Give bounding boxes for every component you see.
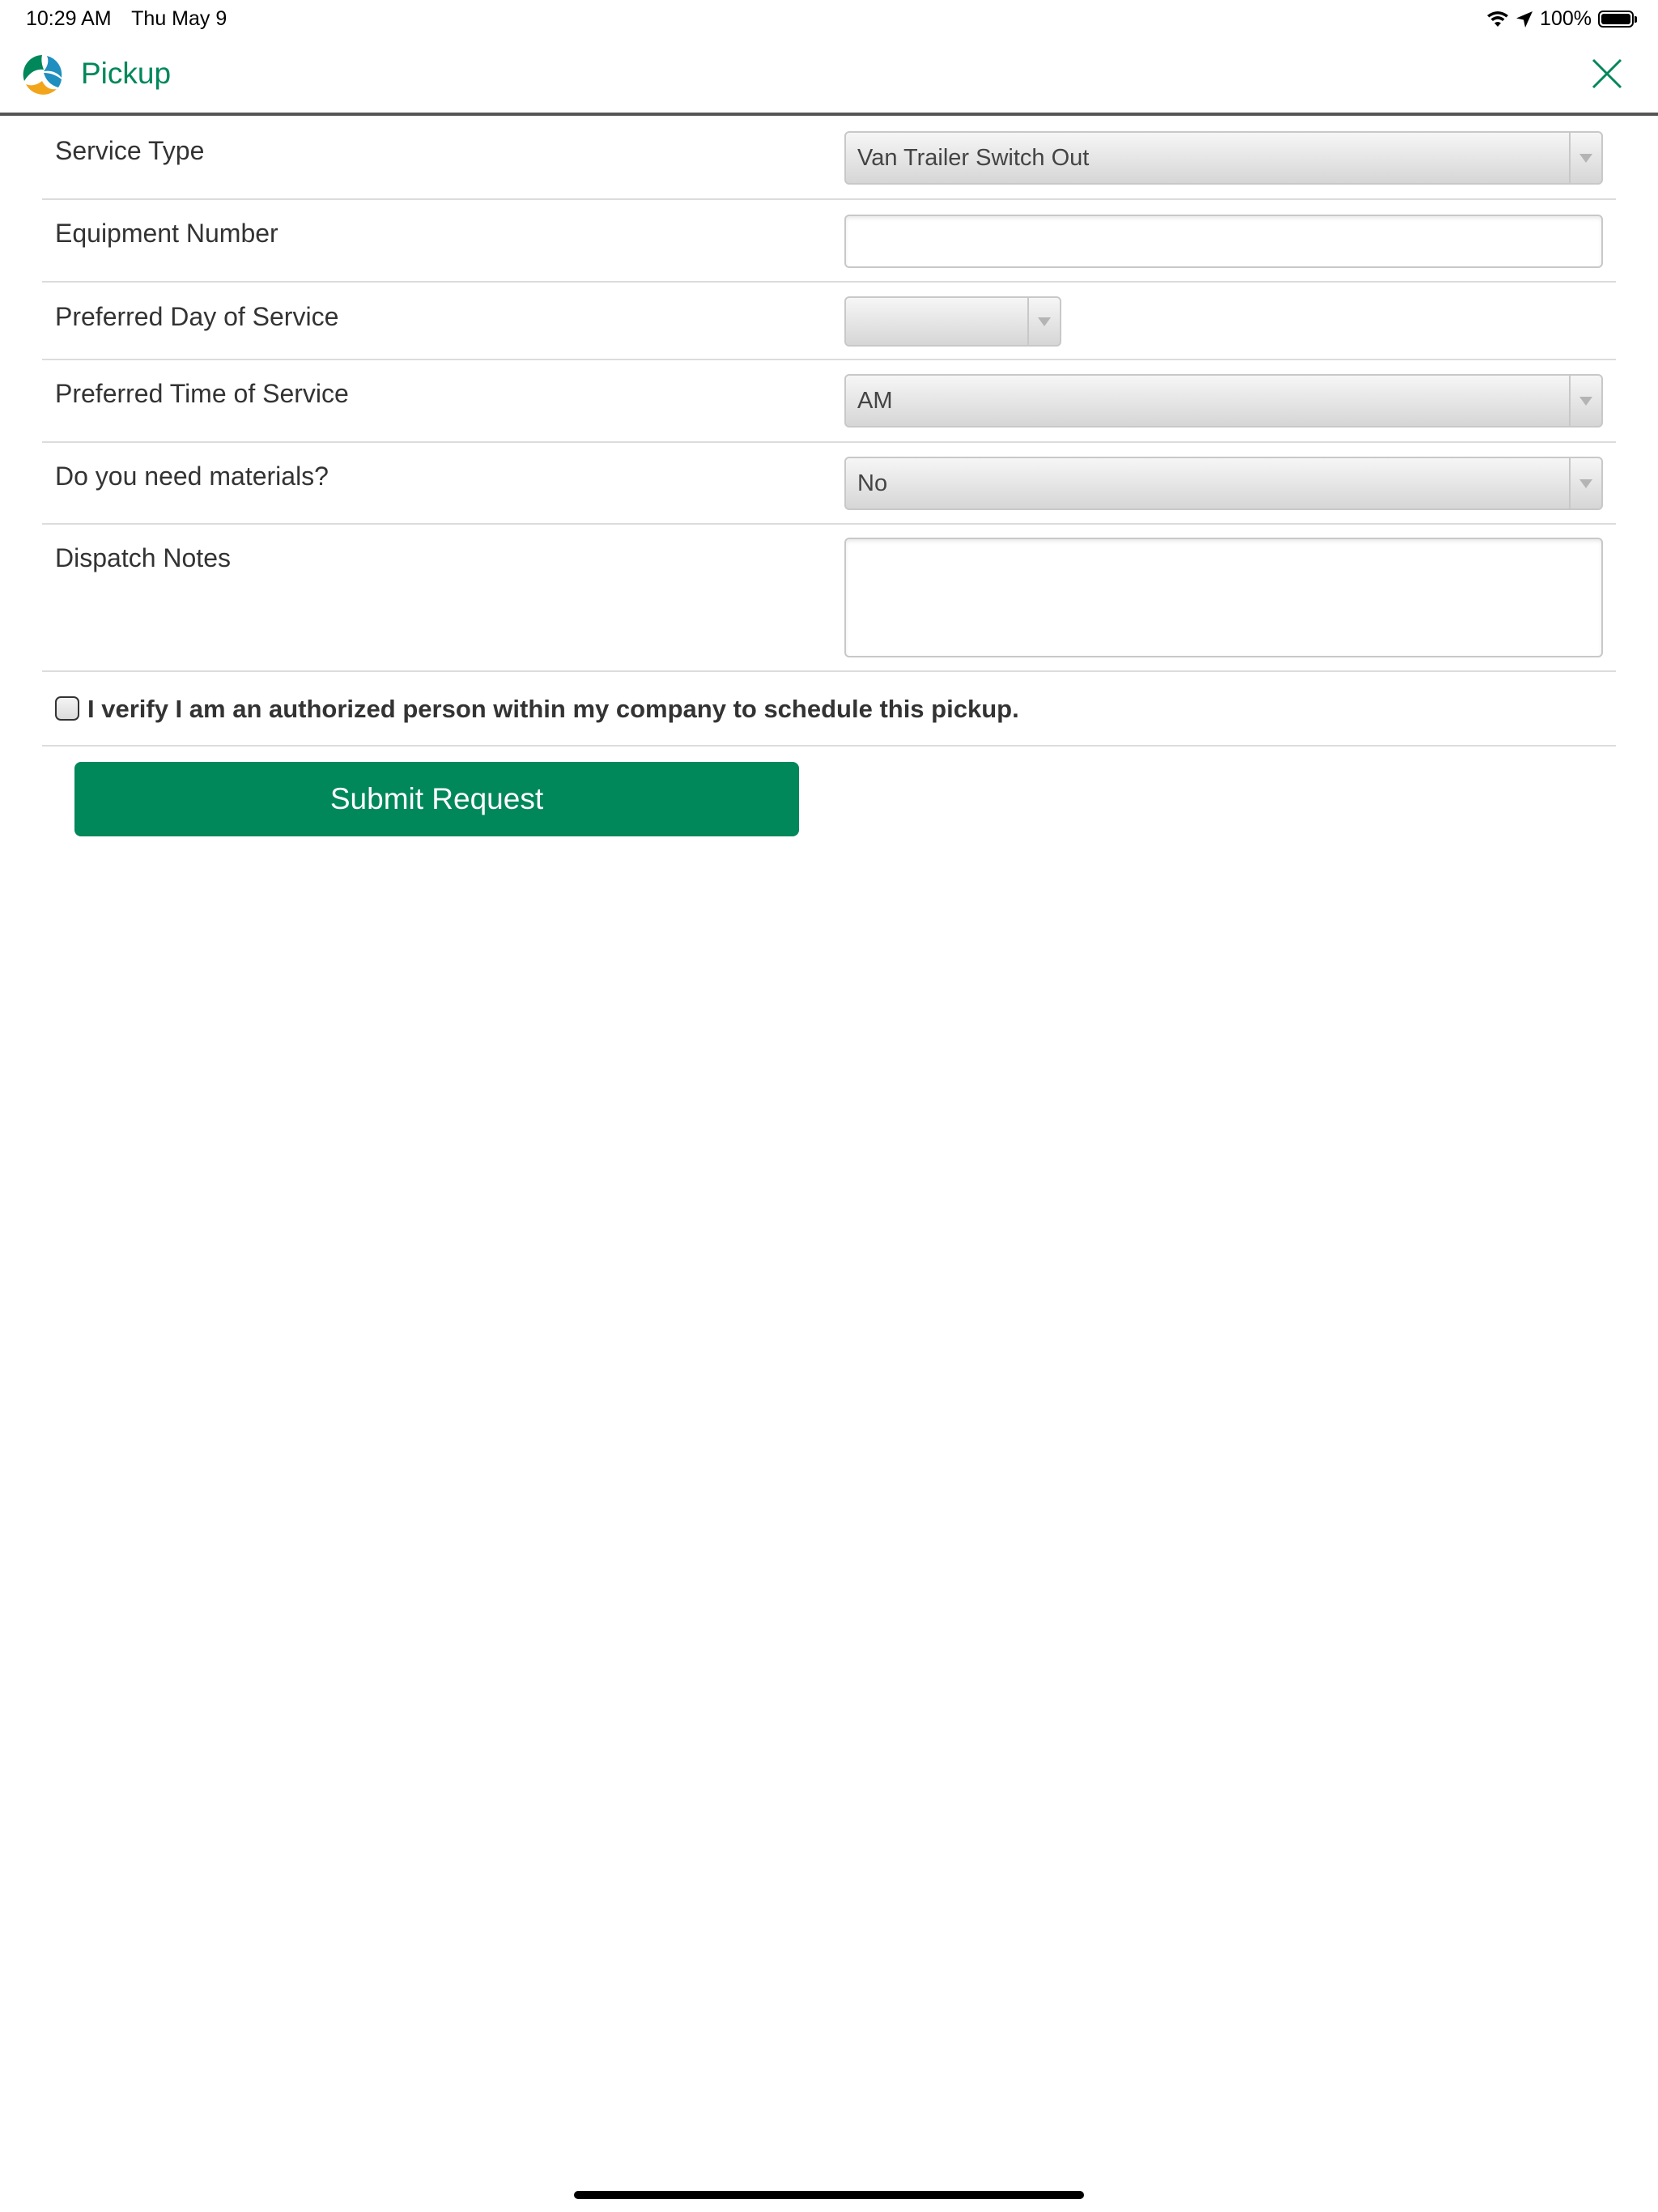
materials-row [42, 443, 1616, 525]
chevron-down-icon [1569, 376, 1601, 426]
battery-percent: 100% [1540, 7, 1592, 30]
preferred-time-select[interactable] [844, 374, 1603, 428]
verify-checkbox[interactable] [55, 696, 79, 721]
status-bar [0, 0, 1658, 37]
chevron-down-icon [1027, 298, 1060, 345]
service-type-value: Van Trailer Switch Out [857, 145, 1090, 171]
battery-icon [1598, 11, 1634, 28]
wifi-icon [1486, 11, 1509, 28]
chevron-down-icon [1569, 458, 1601, 508]
dispatch-notes-label: Dispatch Notes [55, 543, 231, 572]
materials-value: No [857, 470, 888, 496]
equipment-number-field[interactable] [844, 215, 1603, 268]
chevron-down-icon [1569, 133, 1601, 183]
status-date: Thu May 9 [131, 7, 227, 30]
dispatch-notes-row [42, 525, 1616, 672]
service-type-label: Service Type [55, 136, 205, 165]
preferred-time-row [42, 360, 1616, 443]
app-header [0, 37, 1658, 116]
service-type-row [42, 116, 1616, 200]
equipment-number-row [42, 200, 1616, 283]
status-left [26, 7, 241, 31]
page-title: Pickup [81, 57, 172, 90]
equipment-number-label: Equipment Number [55, 219, 278, 248]
close-icon[interactable] [1587, 53, 1627, 94]
preferred-day-select[interactable] [844, 296, 1061, 347]
materials-label: Do you need materials? [55, 462, 329, 491]
status-time: 10:29 AM [26, 7, 112, 30]
actions-area [42, 747, 1616, 852]
submit-request-button[interactable]: Submit Request [74, 762, 799, 836]
verify-label: I verify I am an authorized person within my company to schedule this pickup. [87, 695, 1019, 723]
service-type-select[interactable] [844, 131, 1603, 185]
status-right [1486, 7, 1634, 31]
company-logo-icon [19, 52, 65, 97]
dispatch-notes-field[interactable] [844, 538, 1603, 657]
location-arrow-icon [1516, 11, 1533, 28]
preferred-day-label: Preferred Day of Service [55, 302, 339, 331]
pickup-form [42, 116, 1616, 852]
preferred-time-value: AM [857, 388, 893, 414]
verify-row [42, 672, 1616, 747]
home-indicator[interactable] [574, 2191, 1084, 2199]
preferred-day-row [42, 283, 1616, 360]
materials-select[interactable] [844, 457, 1603, 510]
preferred-time-label: Preferred Time of Service [55, 379, 349, 408]
